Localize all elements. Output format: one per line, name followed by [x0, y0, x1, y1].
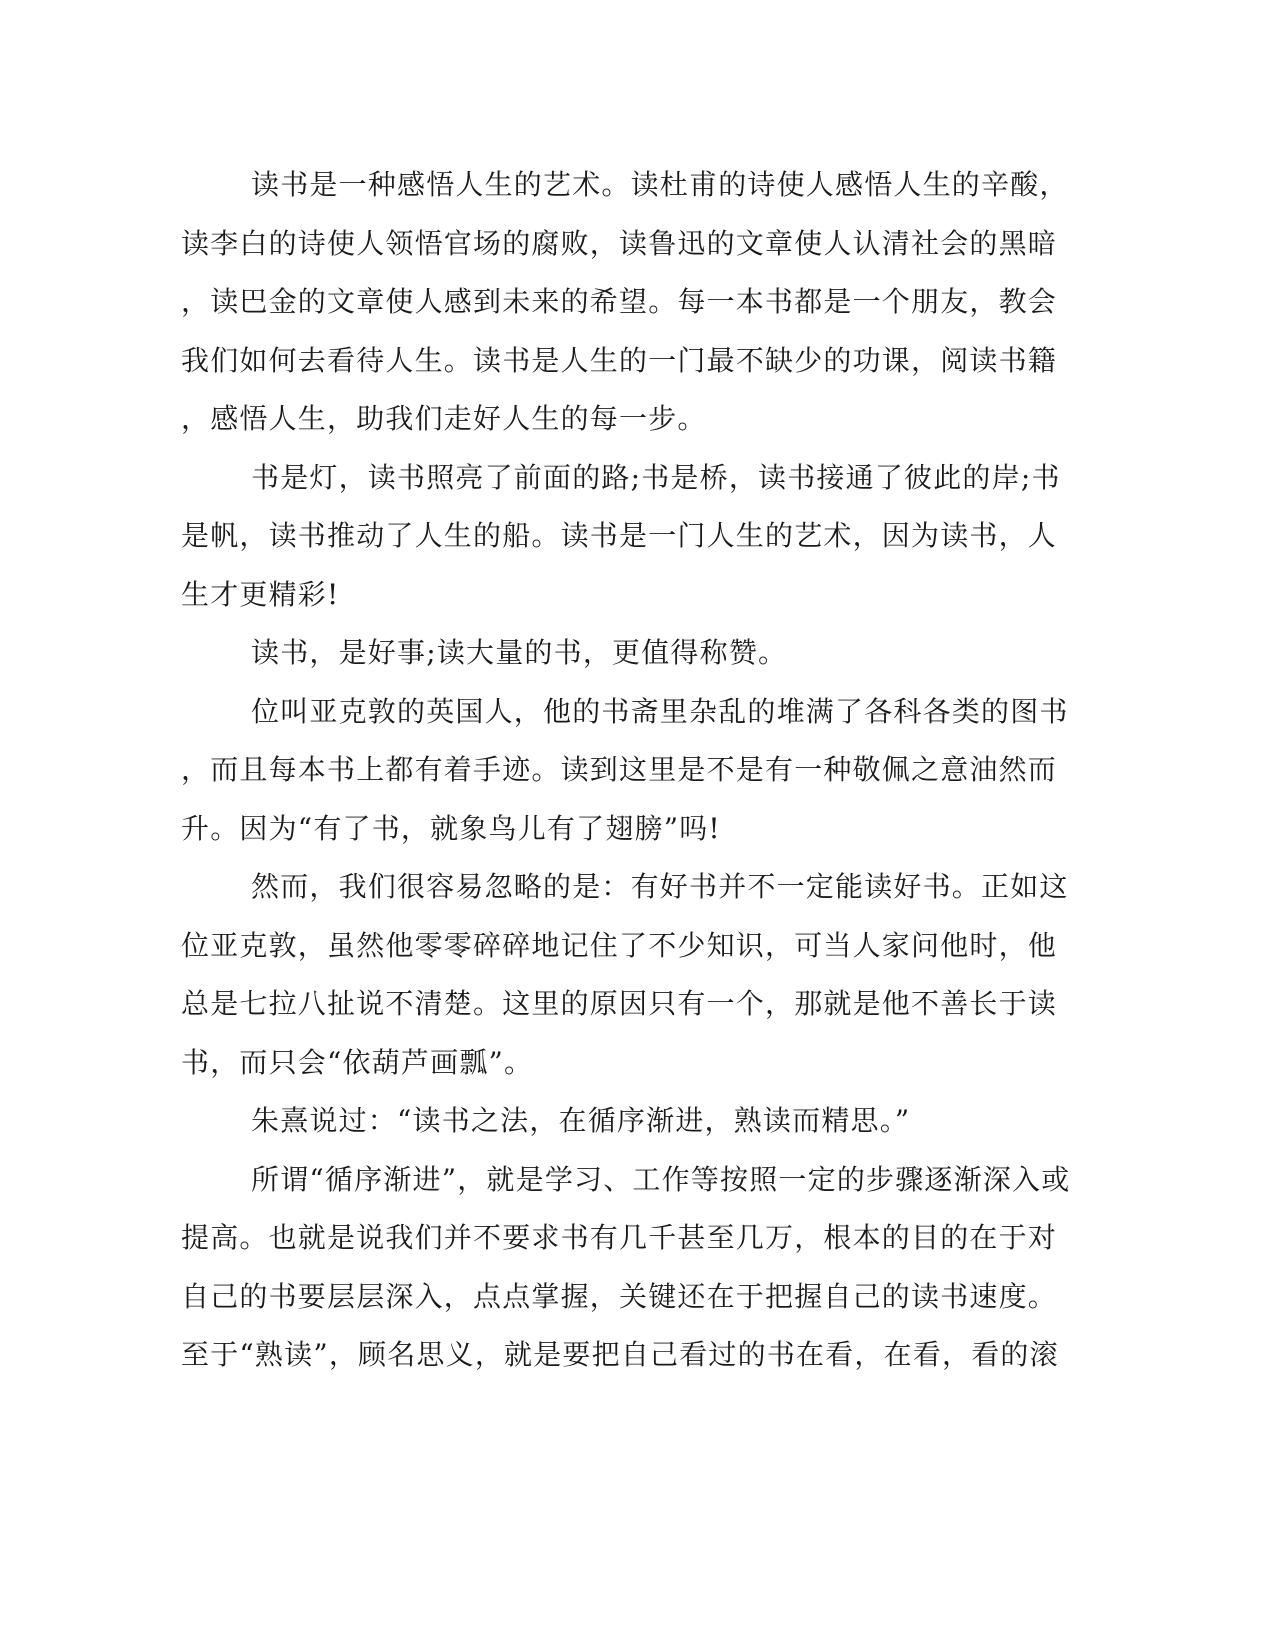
text-line: 朱熹说过：“读书之法，在循序渐进，熟读而精思。” [251, 1104, 911, 1137]
text-line: 至于“熟读”，顾名思义，就是要把自己看过的书在看，在看，看的滚 [181, 1338, 1059, 1371]
text-line: 读书是一种感悟人生的艺术。读杜甫的诗使人感悟人生的辛酸， [251, 168, 1069, 201]
text-line: 总是七拉八扯说不清楚。这里的原因只有一个，那就是他不善长于读 [181, 987, 1058, 1020]
text-line: 位亚克敦，虽然他零零碎碎地记住了不少知识，可当人家问他时，他 [181, 928, 1058, 962]
body-text [181, 156, 1071, 1385]
text-line: 然而，我们很容易忽略的是：有好书并不一定能读好书。正如这 [251, 870, 1069, 903]
text-line: 书是灯，读书照亮了前面的路;书是桥，读书接通了彼此的岸;书 [251, 460, 1061, 494]
text-line: ，感悟人生，助我们走好人生的每一步。 [181, 402, 707, 435]
text-line: 提高。也就是说我们并不要求书有几千甚至几万，根本的目的在于对 [181, 1221, 1058, 1254]
text-line: 读书，是好事;读大量的书，更值得称赞。 [251, 636, 788, 669]
text-line: 读李白的诗使人领悟官场的腐败，读鲁迅的文章使人认清社会的黑暗 [181, 226, 1058, 260]
text-line: 我们如何去看待人生。读书是人生的一门最不缺少的功课，阅读书籍 [181, 343, 1058, 377]
text-line: ，读巴金的文章使人感到未来的希望。每一本书都是一个朋友，教会 [181, 285, 1058, 318]
text-line: 生才更精彩! [181, 577, 340, 611]
text-line: 位叫亚克敦的英国人，他的书斋里杂乱的堆满了各科各类的图书 [251, 694, 1069, 728]
text-line: 自己的书要层层深入，点点掌握，关键还在于把握自己的读书速度。 [181, 1279, 1058, 1313]
text-line: ，而且每本书上都有着手迹。读到这里是不是有一种敬佩之意油然而 [181, 753, 1058, 786]
text-line: 书，而只会“依葫芦画瓢”。 [181, 1045, 534, 1079]
text-line: 所谓“循序渐进”，就是学习、工作等按照一定的步骤逐渐深入或 [251, 1162, 1071, 1196]
text-line: 升。因为“有了书，就象鸟儿有了翅膀”吗! [181, 811, 721, 845]
text-line: 是帆，读书推动了人生的船。读书是一门人生的艺术，因为读书，人 [181, 519, 1058, 552]
